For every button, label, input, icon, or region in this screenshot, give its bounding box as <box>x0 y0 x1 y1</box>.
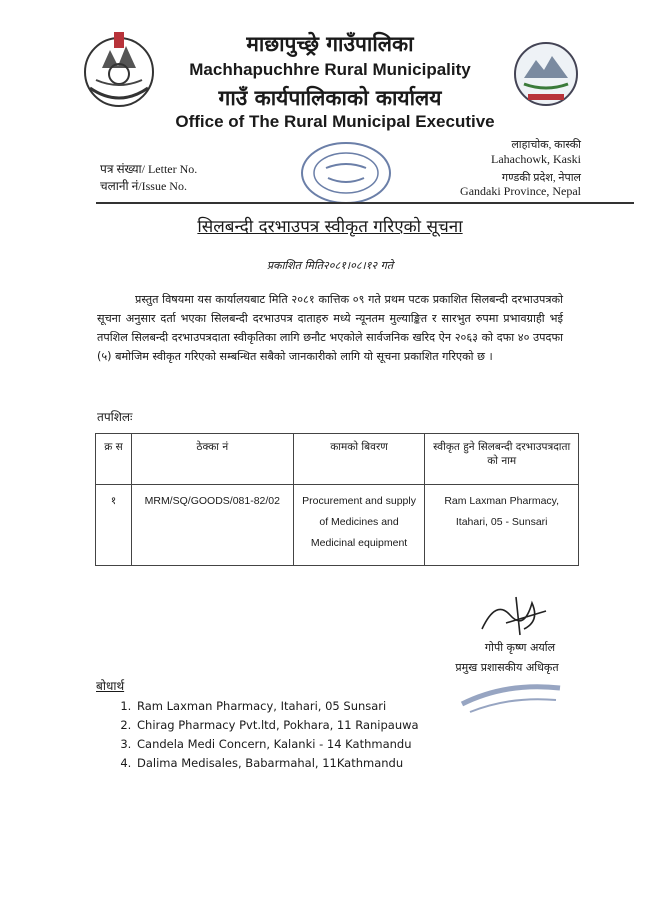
list-item: 1. Ram Laxman Pharmacy, Itahari, 05 Sunsari <box>135 697 419 716</box>
header-divider <box>96 202 634 204</box>
address-english-line2: Gandaki Province, Nepal <box>460 184 581 198</box>
officer-stamp-icon <box>456 674 566 716</box>
address-english-line1: Lahachowk, Kaski <box>491 152 581 166</box>
table-header-row <box>96 434 579 485</box>
table-cell-approved-bidder: Ram Laxman Pharmacy, Itahari, 05 - Sunsari <box>425 485 579 566</box>
municipality-logo-icon <box>512 40 580 108</box>
office-stamp-icon <box>298 138 394 208</box>
nepal-government-emblem-icon <box>80 28 158 110</box>
cc-list <box>115 697 419 773</box>
cc-label: बोधार्थ <box>96 679 125 693</box>
column-header: क्र स <box>96 434 132 485</box>
office-title-english: Office of The Rural Municipal Executive <box>175 112 495 131</box>
details-table <box>95 433 579 566</box>
issue-number-label: चलानी नं/Issue No. <box>100 179 187 193</box>
office-title-nepali: गाउँ कार्यपालिकाको कार्यालय <box>218 86 442 110</box>
address-nepali-line1: लाहाचोक, कास्की <box>511 139 581 151</box>
list-item: 4. Dalima Medisales, Babarmahal, 11Kathmandu <box>135 754 419 773</box>
signatory-title: प्रमुख प्रशासकीय अधिकृत <box>455 661 559 674</box>
column-header: ठेक्का नं <box>131 434 293 485</box>
table-cell-work-description: Procurement and supply of Medicines and Medicinal equipment <box>293 485 425 566</box>
details-label: तपशिलः <box>97 410 133 424</box>
signatory-name: गोपी कृष्ण अर्याल <box>484 641 556 654</box>
published-date: प्रकाशित मिति२०८१।०८।१२ गते <box>266 259 394 272</box>
list-item: 3. Candela Medi Concern, Kalanki - 14 Kathmandu <box>135 735 419 754</box>
handwritten-signature-icon <box>476 593 556 637</box>
address-nepali-line2: गण्डकी प्रदेश, नेपाल <box>501 172 581 184</box>
municipality-title-english: Machhapuchhre Rural Municipality <box>189 60 471 79</box>
municipality-title-nepali: माछापुच्छ्रे गाउँपालिका <box>246 32 414 56</box>
table-row <box>96 485 579 566</box>
column-header: कामको बिवरण <box>293 434 425 485</box>
list-item: 2. Chirag Pharmacy Pvt.ltd, Pokhara, 11 Ranipauwa <box>135 716 419 735</box>
notice-title: सिलबन्दी दरभाउपत्र स्वीकृत गरिएको सूचना <box>197 217 463 237</box>
letter-number-label: पत्र संख्या/ Letter No. <box>100 162 198 176</box>
notice-paragraph: प्रस्तुत विषयमा यस कार्यालयबाट मिति २०८१ कात्तिक ०९ गते प्रथम पटक प्रकाशित सिलबन्दी दरभाउपत्रको सूचना अनुसार दर्ता भएका सिलबन्दी दरभाउपत्र दाताहरु मध्ये न्यूनतम मुल्याङ्कित र सारभुत रुपमा प्रभावग्राही भई तपशिल सिलबन्दी दरभाउपत्रदाता स्वीकृतिका लागि छनौट भएकोले सार्वजनिक खरिद ऐन २०६३ को दफा ४० उपदफा (५) बमोजिम स्वीकृत गरिएको सम्बन्धित सबैको जानकारीको लागि यो सूचना प्रकाशित गरिएको छ । <box>97 293 563 363</box>
table-cell-contract-number: MRM/SQ/GOODS/081-82/02 <box>131 485 293 566</box>
column-header: स्वीकृत हुने सिलबन्दी दरभाउपत्रदाता को नाम <box>425 434 579 485</box>
table-cell-serial: १ <box>96 485 132 566</box>
